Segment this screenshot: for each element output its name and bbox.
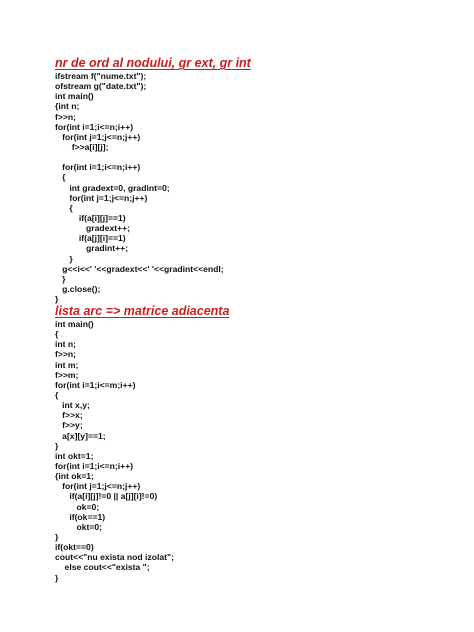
code-line: gradint++; <box>55 243 129 254</box>
code-block-adjacency <box>55 319 174 583</box>
code-line: int m; <box>55 359 79 370</box>
code-line: for(int i=1;i<=n;i++) <box>55 162 141 173</box>
code-line: for(int i=1;i<=n;i++) <box>55 460 134 471</box>
code-line: okt=0; <box>55 521 103 532</box>
code-line: int gradext=0, gradint=0; <box>55 182 170 193</box>
code-line: } <box>55 273 66 284</box>
code-line: ofstream g("date.txt"); <box>55 81 147 92</box>
code-line: f>>n; <box>55 349 77 360</box>
code-line: { <box>55 172 66 183</box>
code-line: } <box>55 294 59 305</box>
code-line: for(int j=1;j<=n;j++) <box>55 131 141 142</box>
code-block-degrees <box>55 71 224 304</box>
code-line: {int n; <box>55 101 80 112</box>
code-line: f>>n; <box>55 111 77 122</box>
code-line: g<<i<<' '<<gradext<<' '<<gradint<<endl; <box>55 263 224 274</box>
code-line: for(int i=1;i<=m;i++) <box>55 379 136 390</box>
code-line: { <box>55 202 73 213</box>
code-line: if(ok==1) <box>55 511 106 522</box>
code-line <box>55 152 224 162</box>
code-line: f>>a[i][j]; <box>55 141 109 152</box>
code-line: for(int j=1;j<=n;j++) <box>55 481 141 492</box>
code-line: int okt=1; <box>55 450 94 461</box>
code-line: int n; <box>55 339 76 350</box>
code-line: { <box>55 389 59 400</box>
code-line: int main() <box>55 319 94 329</box>
code-line: if(a[i][j]!=0 || a[j][i]!=0) <box>55 491 158 502</box>
code-line: if(okt==0) <box>55 542 94 553</box>
code-line: } <box>55 440 59 451</box>
code-line: f>>x; <box>55 410 83 421</box>
code-line: } <box>55 531 59 542</box>
section-heading-degrees: nr de ord al nodului, gr ext, gr int <box>55 56 251 70</box>
code-line: for(int j=1;j<=n;j++) <box>55 192 148 203</box>
code-line: if(a[i][j]==1) <box>55 212 126 223</box>
code-line: {int ok=1; <box>55 471 94 482</box>
section-heading-adjacency: lista arc => matrice adiacenta <box>55 304 230 318</box>
code-line: g.close(); <box>55 283 101 294</box>
code-line: a[x][y]==1; <box>55 430 106 441</box>
code-line: gradext++; <box>55 223 130 234</box>
code-line: f>>m; <box>55 369 79 380</box>
code-line: else cout<<"exista "; <box>55 562 150 573</box>
code-line: int x,y; <box>55 400 90 411</box>
code-line: int main() <box>55 91 94 102</box>
code-line: { <box>55 329 59 340</box>
code-line: cout<<"nu exista nod izolat"; <box>55 552 174 563</box>
code-line: f>>y; <box>55 420 83 431</box>
code-line: ifstream f("nume.txt"); <box>55 71 147 81</box>
code-line: for(int i=1;i<=n;i++) <box>55 121 134 132</box>
code-line: } <box>55 572 59 583</box>
code-line: ok=0; <box>55 501 100 512</box>
code-line: if(a[j][i]==1) <box>55 233 126 244</box>
code-line: } <box>55 253 73 264</box>
